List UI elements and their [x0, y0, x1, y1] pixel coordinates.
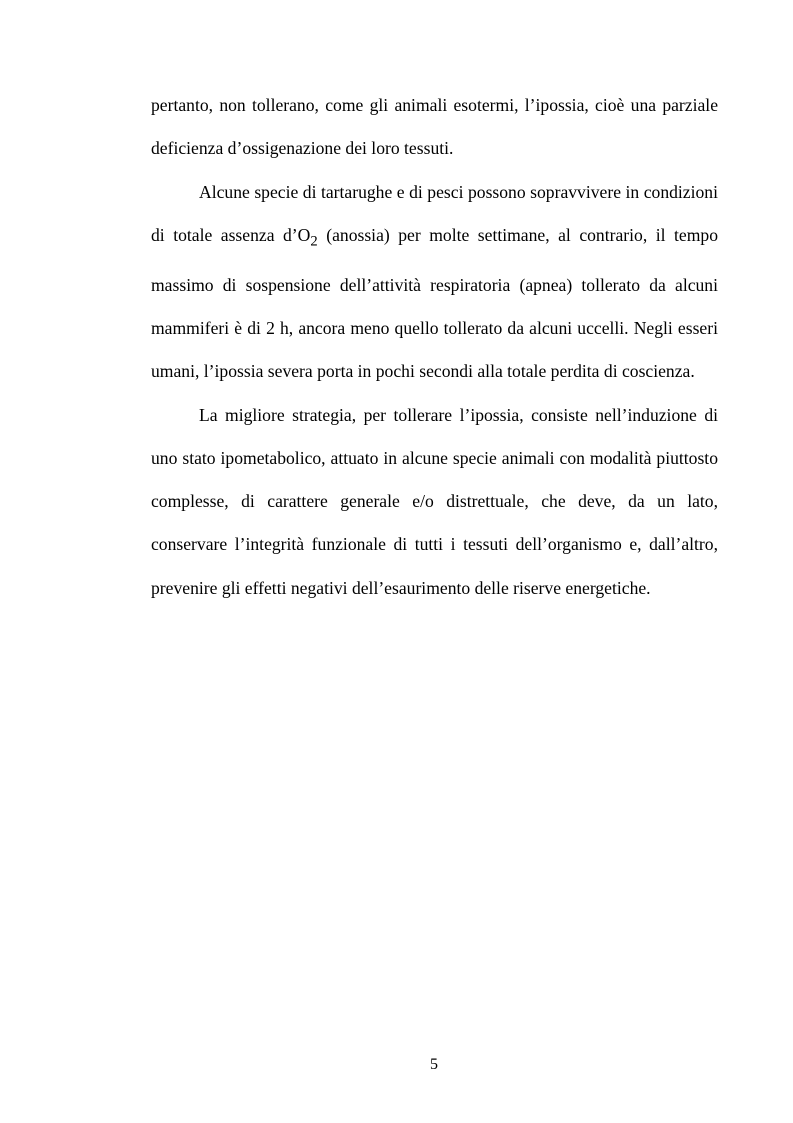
body-text — [151, 84, 718, 610]
paragraph-2 — [151, 171, 718, 394]
paragraph-1: pertanto, non tollerano, come gli animali esotermi, l’ipossia, cioè una parziale deficienza d’ossigenazione dei loro tessuti. — [151, 95, 718, 159]
oxygen-subscript: 2 — [310, 233, 318, 250]
paragraph-2-text-after: (anossia) per molte settimane, al contrario, il tempo massimo di sospensione dell’attività respiratoria (apnea) tollerato da alcuni mammiferi è di 2 h, ancora meno quello tollerato da alcuni uccelli. Negli esseri umani, l’ipossia severa porta in pochi secondi alla totale perdita di coscienza. — [151, 224, 718, 382]
paragraph-2-text-before: Alcune specie di tartarughe e di pesci possono sopravvivere in condizioni di totale assenza d’O — [151, 181, 718, 245]
paragraph-3: La migliore strategia, per tollerare l’ipossia, consiste nell’induzione di uno stato ipometabolico, attuato in alcune specie animali con modalità piuttosto complesse, di carattere generale e/o distrettuale, che deve, da un lato, conservare l’integrità funzionale di tutti i tessuti dell’organismo e, dall’altro, prevenire gli effetti negativi dell’esaurimento delle riserve energetiche. — [151, 404, 718, 598]
page-number: 5 — [430, 1056, 438, 1073]
